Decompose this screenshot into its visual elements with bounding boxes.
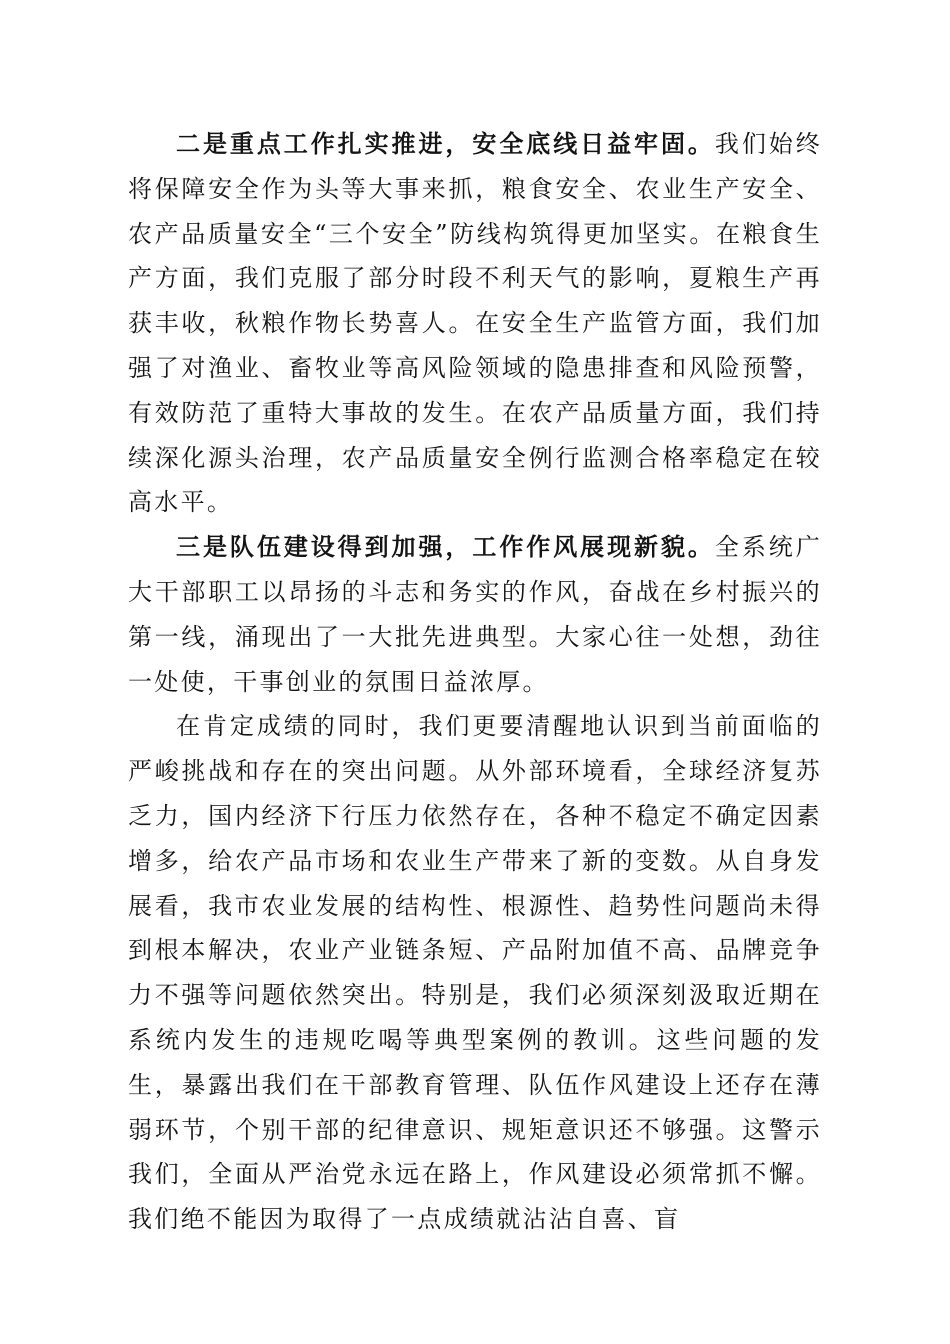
- paragraph-team-building: [128, 525, 822, 704]
- paragraph-lead: 二是重点工作扎实推进，安全底线日益牢固。: [176, 129, 715, 158]
- paragraph-challenges: [128, 704, 822, 1242]
- paragraph-body: 我们始终将保障安全作为头等大事来抓，粮食安全、农业生产安全、农产品质量安全“三个安全”防线构筑得更加坚实。在粮食生产方面，我们克服了部分时段不利天气的影响，夏粮生产再获丰收，秋粮作物长势喜人。在安全生产监管方面，我们加强了对渔业、畜牧业等高风险领域的隐患排查和风险预警，有效防范了重特大事故的发生。在农产品质量方面，我们持续深化源头治理，农产品质量安全例行监测合格率稳定在较高水平。: [128, 130, 823, 517]
- paragraph-lead: 三是队伍建设得到加强，工作作风展现新貌。: [176, 532, 715, 562]
- paragraph-key-work-safety: [128, 122, 822, 525]
- document-body: [128, 122, 822, 1242]
- paragraph-body: 全系统广大干部职工以昂扬的斗志和务实的作风，奋战在乡村振兴的第一线，涌现出了一大批先进典型。大家心往一处想，劲往一处使，干事创业的氛围日益浓厚。: [128, 533, 823, 696]
- paragraph-body: 在肯定成绩的同时，我们更要清醒地认识到当前面临的严峻挑战和存在的突出问题。从外部环境看，全球经济复苏乏力，国内经济下行压力依然存在，各种不稳定不确定因素增多，给农产品市场和农业生产带来了新的变数。从自身发展看，我市农业发展的结构性、根源性、趋势性问题尚未得到根本解决，农业产业链条短、产品附加值不高、品牌竞争力不强等问题依然突出。特别是，我们必须深刻汲取近期在系统内发生的违规吃喝等典型案例的教训。这些问题的发生，暴露出我们在干部教育管理、队伍作风建设上还存在薄弱环节，个别干部的纪律意识、规矩意识还不够强。这警示我们，全面从严治党永远在路上，作风建设必须常抓不懈。我们绝不能因为取得了一点成绩就沾沾自喜、盲: [128, 712, 822, 1234]
